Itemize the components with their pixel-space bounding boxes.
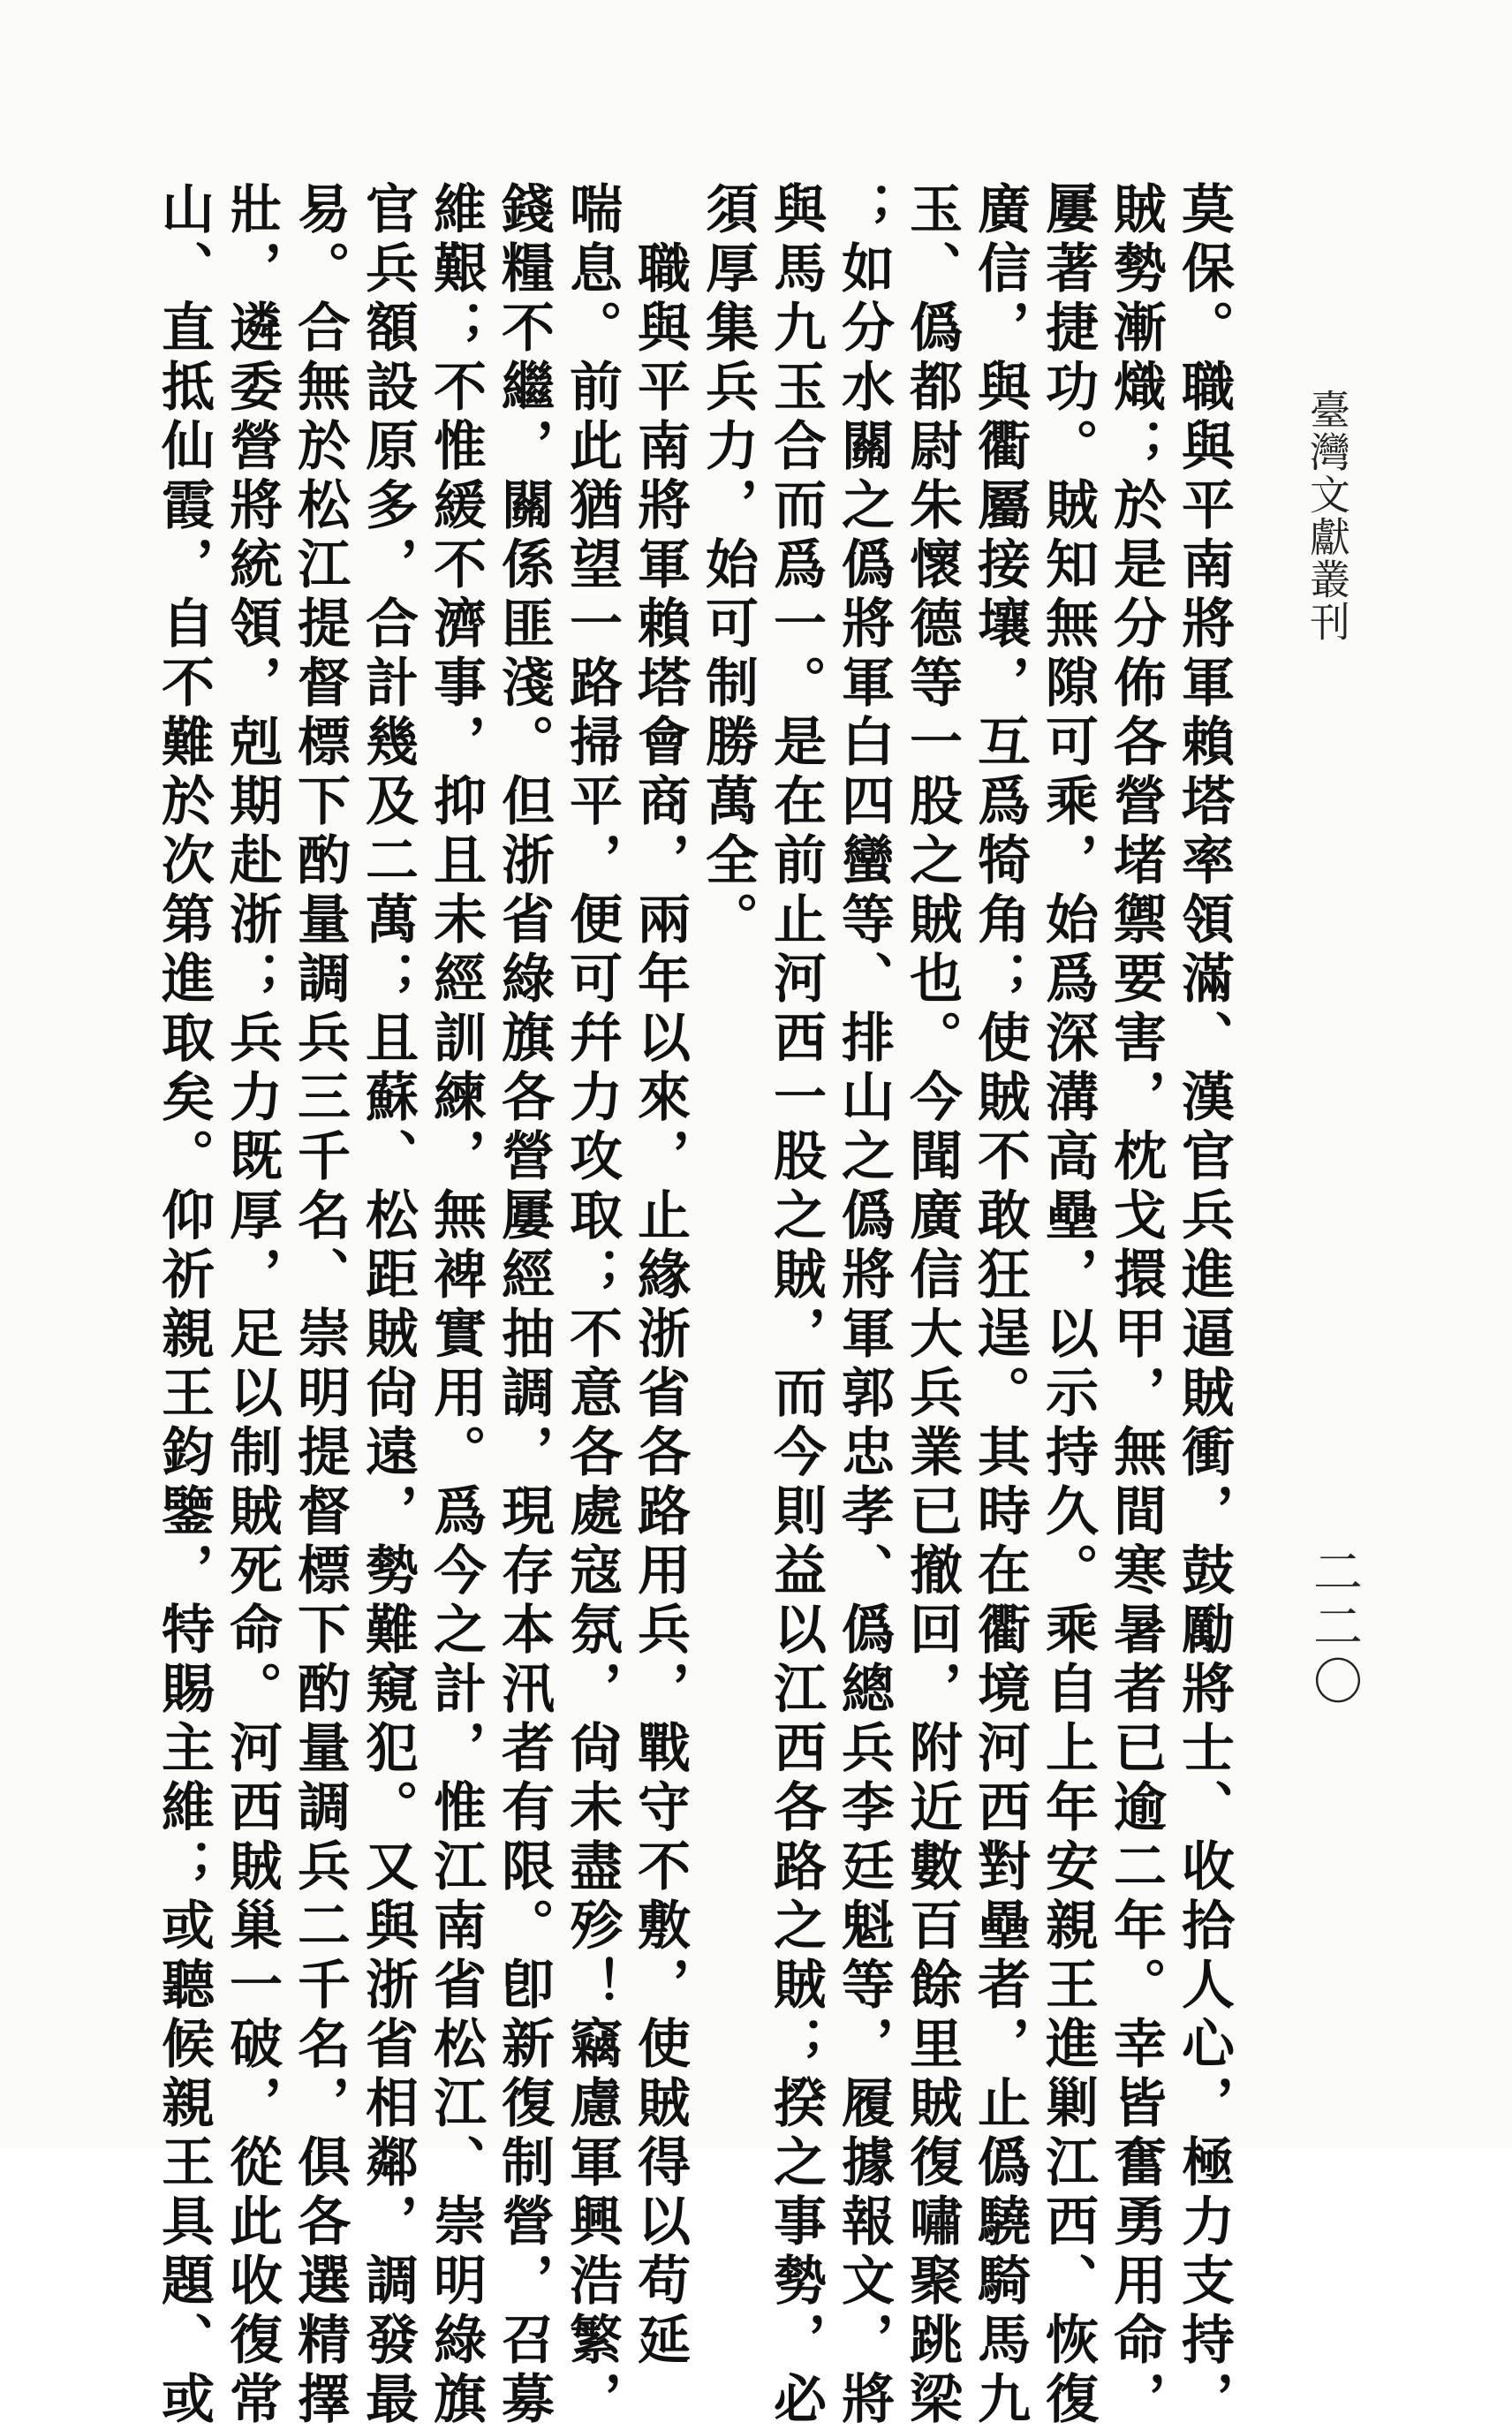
text-column: 山、直抵仙霞，自不難於次第進取矣。仰祈親王鈞鑒，特賜主維；或聽候親王具題、或 (153, 181, 215, 2430)
text-column: 職與平南將軍賴塔會商，兩年以來，止緣浙省各路用兵，戰守不敷，使賊得以苟延 (629, 181, 691, 2371)
series-title: 臺灣文獻叢刊 (1304, 389, 1351, 643)
text-column: 維艱；不惟緩不濟事，抑且未經訓練，無裨實用。爲今之計，惟江南省松江、崇明綠旗 (425, 181, 487, 2430)
text-column: 官兵額設原多，合計幾及二萬；且蘇、松距賊尙遠，勢難窺犯。又與浙省相鄰，調發最 (357, 181, 419, 2430)
text-column: 廣信，與衢屬接壤，互爲犄角；使賊不敢狂逞。其時在衢境河西對壘者，止僞驍騎馬九 (969, 181, 1031, 2430)
text-column: 易。合無於松江提督標下酌量調兵三千名、崇明提督標下酌量調兵二千名，俱各選精擇 (289, 181, 351, 2430)
page-number: 二二〇 (1305, 1546, 1363, 1710)
text-column: 錢糧不繼，關係匪淺。但浙省綠旗各營屢經抽調，現存本汛者有限。卽新復制營，召募 (493, 181, 555, 2430)
text-column: 莫保。職與平南將軍賴塔率領滿、漢官兵進逼賊衝，鼓勵將士、收拾人心，極力支持， (1173, 181, 1235, 2430)
text-column: 壯，遴委營將統領，剋期赴浙；兵力既厚，足以制賊死命。河西賊巢一破，從此收復常 (221, 181, 283, 2430)
text-column: 與馬九玉合而爲一。是在前止河西一股之賊，而今則益以江西各路之賊；揆之事勢，必 (765, 181, 827, 2430)
text-column: 玉、僞都尉朱懷德等一股之賊也。今聞廣信大兵業已撤回，附近數百餘里賊復嘯聚跳梁 (901, 181, 963, 2430)
text-column: 須厚集兵力，始可制勝萬全。 (697, 181, 759, 950)
text-column: 喘息。前此猶望一路掃平，便可幷力攻取；不意各處寇氛，尙未盡殄！竊慮軍興浩繁， (561, 181, 623, 2430)
text-column: ；如分水關之僞將軍白四蠻等、排山之僞將軍郭忠孝、僞總兵李廷魁等，履據報文，將 (833, 181, 895, 2430)
text-column: 屢著捷功。賊知無隙可乘，始爲深溝高壘，以示持久。乘自上年安親王進剿江西、恢復 (1037, 181, 1099, 2430)
text-column: 賊勢漸熾；於是分佈各營堵禦要害，枕戈擐甲，無間寒暑者已逾二年。幸皆奮勇用命， (1105, 181, 1167, 2430)
